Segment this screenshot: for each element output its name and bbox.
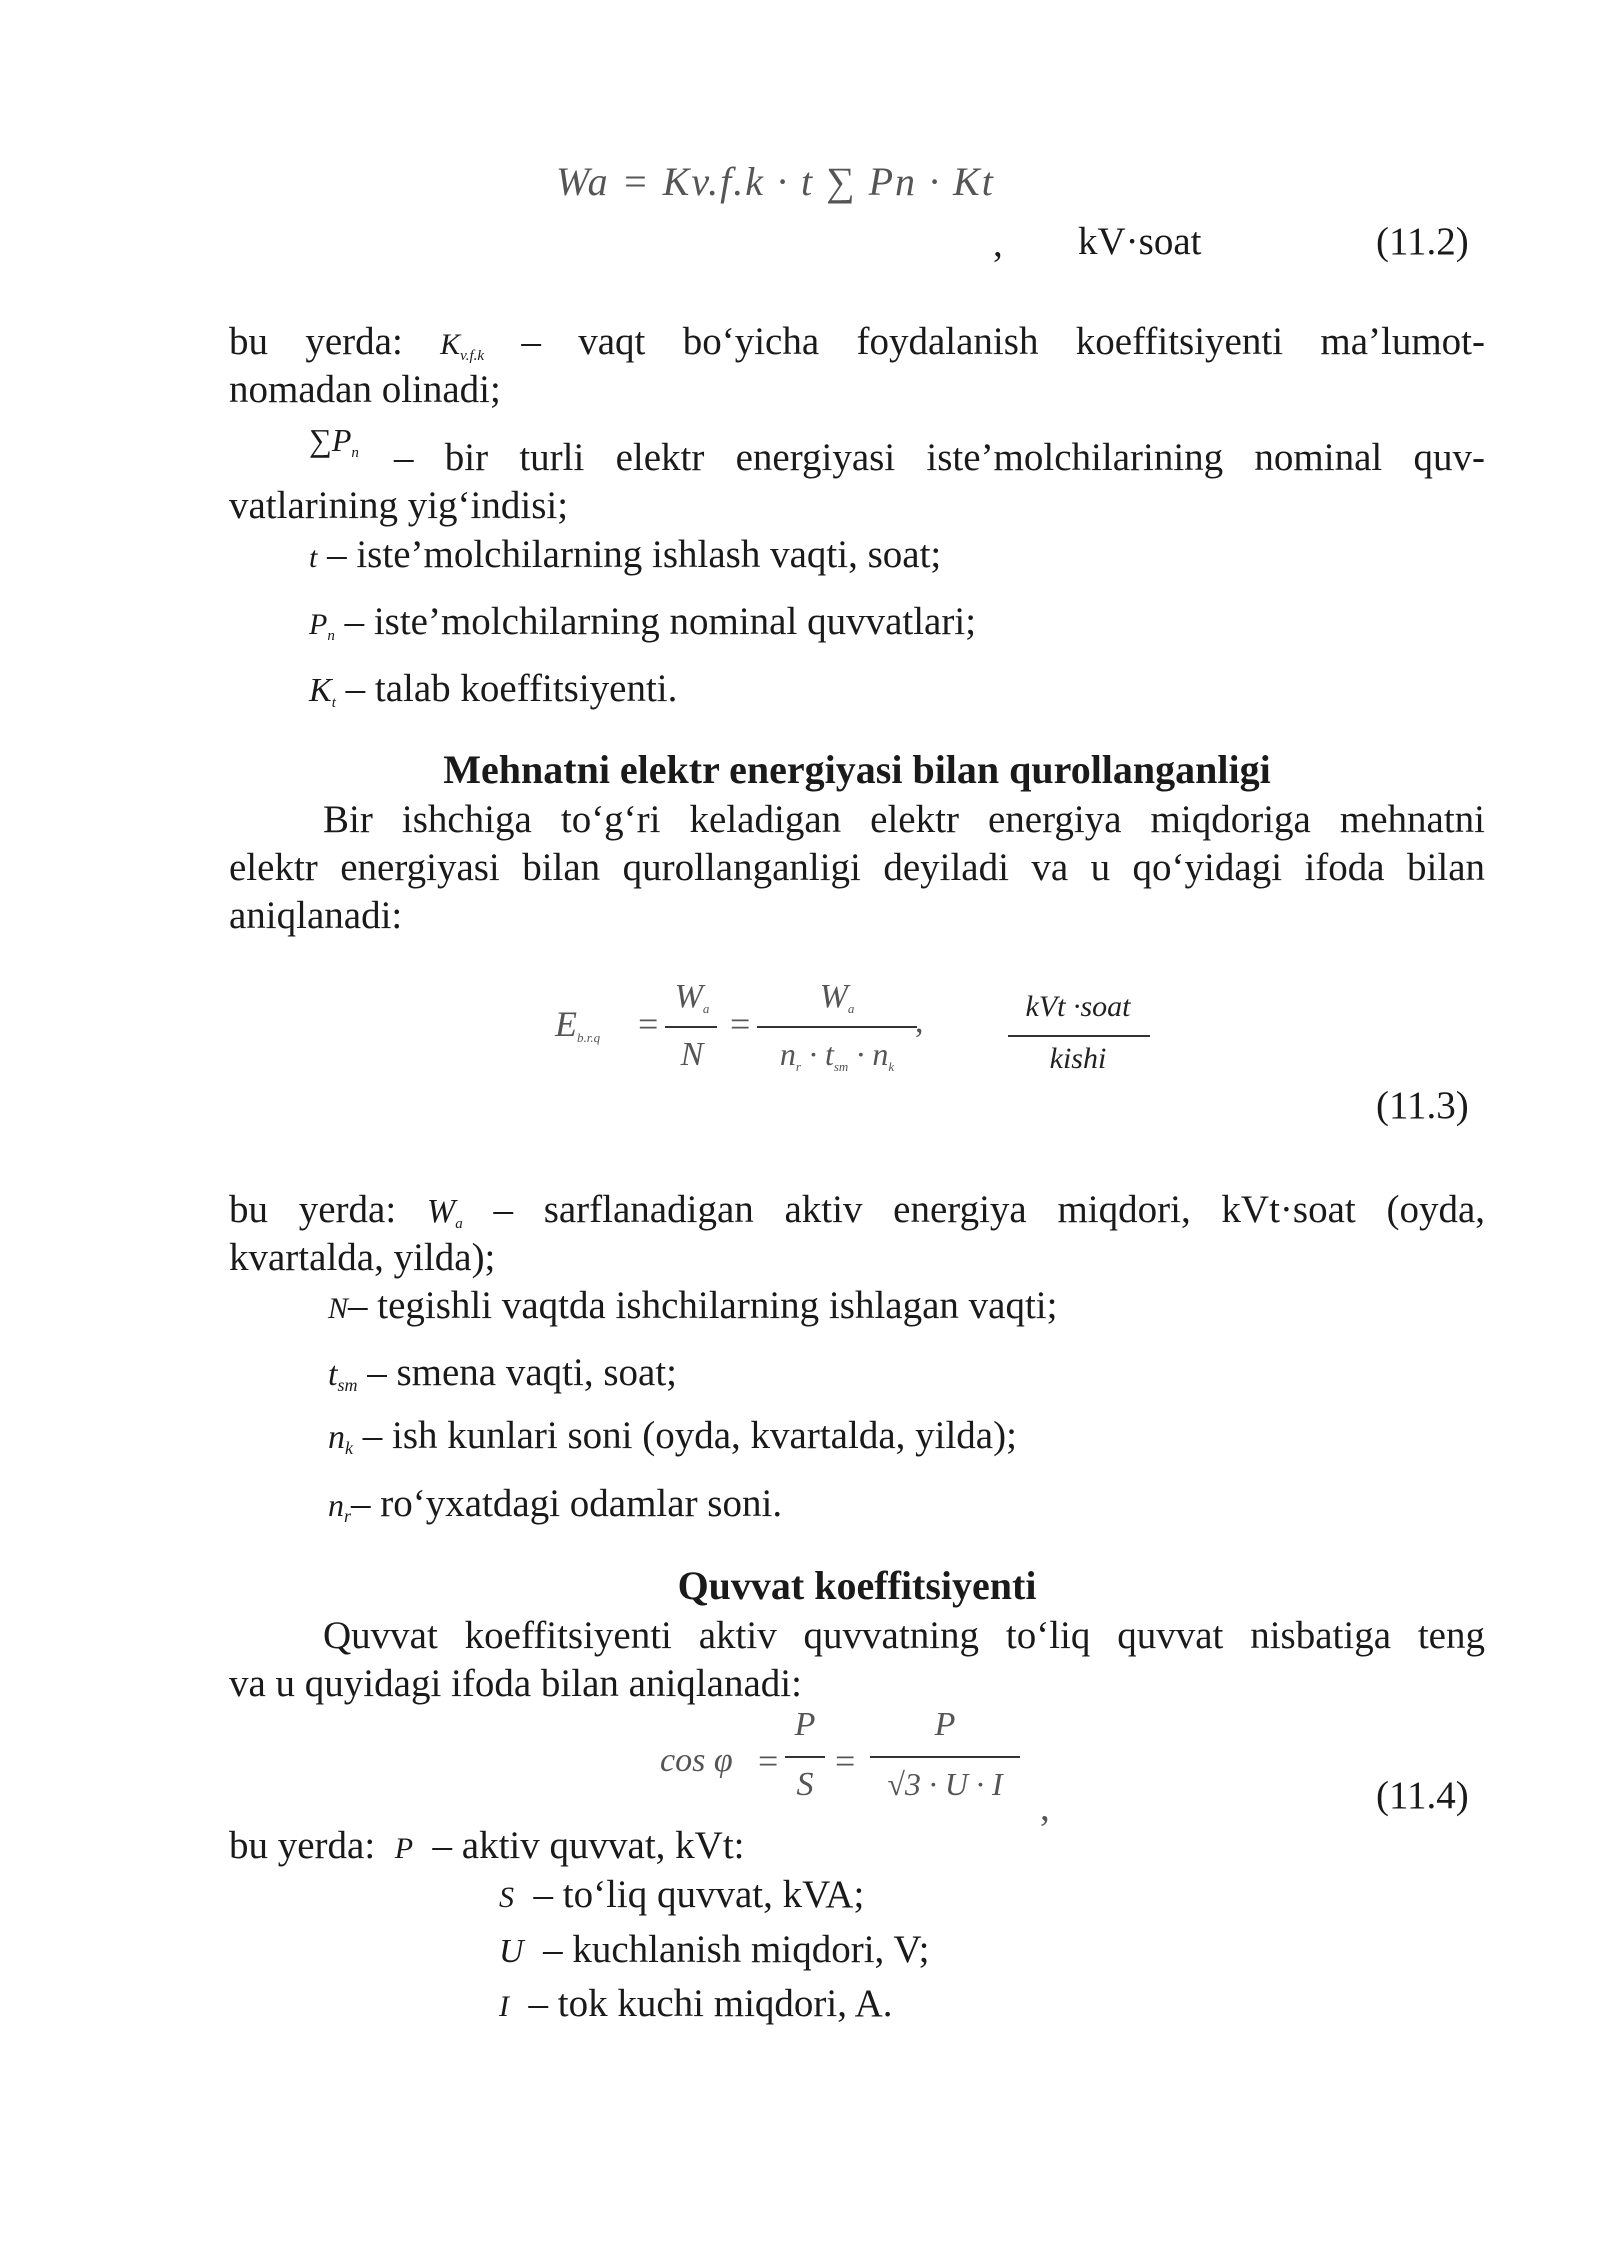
formula-11-4-comma: , <box>1040 1786 1050 1829</box>
definition-sum-pn: – bir turli elektr energiyasi iste’molchilarining nominal quv- <box>394 436 1485 479</box>
fraction-1-denominator: N <box>680 1036 704 1073</box>
unit-denominator: kishi <box>1049 1042 1107 1075</box>
unit-bar <box>1008 1035 1150 1037</box>
section-heading: Mehnatni elektr energiyasi bilan qurollanganligi <box>443 747 1271 792</box>
symbol-kvfk: $K_{v.f.k}$ <box>440 328 485 364</box>
equals-sign: = <box>758 1741 779 1781</box>
fraction-1-numerator: $W_a$ <box>674 978 710 1016</box>
formula-11-2-comma: , <box>993 222 1003 265</box>
fraction-2-bar <box>870 1756 1020 1758</box>
definition-text: – vaqt bo‘yicha foydalanish koeffitsiyenti ma’lumot- <box>521 320 1485 363</box>
paragraph-line: va u quyidagi ifoda bilan aniqlanadi: <box>229 1662 802 1705</box>
equals-sign: = <box>835 1741 856 1781</box>
definition-u: U – kuchlanish miqdori, V; <box>499 1928 930 1971</box>
formula-11-3-comma: , <box>915 1003 924 1040</box>
formula-11-3-number: (11.3) <box>1376 1084 1469 1127</box>
definition-pn: $P_n$ – iste’molchilarning nominal quvvatlari; <box>309 600 977 644</box>
fraction-1-bar <box>785 1756 825 1758</box>
fraction-1-numerator: P <box>794 1706 816 1743</box>
equals-sign: = <box>730 1004 751 1044</box>
formula-11-3-lhs: $E_{b.r.q}$ <box>555 1004 601 1045</box>
definition-s: S – to‘liq quvvat, kVA; <box>499 1873 865 1916</box>
symbol-wa: $W_a$ <box>426 1193 463 1232</box>
fraction-2-numerator: P <box>934 1706 956 1743</box>
formula-11-2-unit: kV·soat <box>1078 220 1202 263</box>
formula-11-2-expression: Wa = Kv.f.k · t ∑ Pn · Kt <box>556 159 995 204</box>
formula-11-4-lhs: cos φ <box>660 1742 733 1779</box>
fraction-1-denominator: S <box>796 1766 814 1803</box>
paragraph-line: Bir ishchiga to‘g‘ri keladigan elektr energiya miqdoriga mehnatni <box>323 798 1485 841</box>
definition-t: t – iste’molchilarning ishlash vaqti, soat; <box>309 533 942 576</box>
definition-text-cont: nomadan olinadi; <box>229 368 501 411</box>
definition-i: I – tok kuchi miqdori, A. <box>499 1982 893 2025</box>
formula-11-2-number: (11.2) <box>1376 220 1469 263</box>
definition-nk: $n_k$ – ish kunlari soni (oyda, kvartalda, yilda); <box>328 1414 1017 1458</box>
equals-sign: = <box>638 1004 659 1044</box>
definition-kt: $K_t$ – talab koeffitsiyenti. <box>309 667 678 711</box>
paragraph-line: elektr energiyasi bilan qurollanganligi deyiladi va u qo‘yidagi ifoda bilan <box>229 846 1485 889</box>
definition-wa: bu yerda: $W_a$ – sarflanadigan aktiv energiya miqdori, kVt·soat (oyda, <box>229 1188 1486 1232</box>
definition-nr: $n_r-$ ro‘yxatdagi odamlar soni. <box>328 1482 783 1526</box>
definition-text-cont: vatlarining yig‘indisi; <box>229 484 569 527</box>
unit-numerator: kVt ·soat <box>1025 990 1131 1023</box>
fraction-2-denominator: √3 · U · I <box>887 1766 1003 1802</box>
section-heading: Quvvat koeffitsiyenti <box>677 1563 1037 1608</box>
definition-text-cont: kvartalda, yilda); <box>229 1236 496 1279</box>
symbol-sum-pn: $\sum P_n$ <box>309 422 359 461</box>
fraction-1-bar <box>665 1026 717 1028</box>
fraction-2-bar <box>757 1026 917 1028</box>
definition-n: N– tegishli vaqtda ishchilarning ishlagan vaqti; <box>328 1284 1058 1327</box>
definition-intro: bu yerda: <box>229 320 403 363</box>
paragraph-line: Quvvat koeffitsiyenti aktiv quvvatning to‘liq quvvat nisbatiga teng <box>323 1614 1485 1657</box>
fraction-2-numerator: $W_a$ <box>819 978 855 1016</box>
paragraph-line: aniqlanadi: <box>229 894 403 937</box>
fraction-2-denominator: $n_r \cdot t_{sm} \cdot n_k$ <box>779 1036 895 1074</box>
formula-11-4-number: (11.4) <box>1376 1774 1469 1817</box>
definition-tsm: $t_{sm}$ – smena vaqti, soat; <box>328 1351 677 1395</box>
definition-p: bu yerda: P – aktiv quvvat, kVt: <box>229 1824 745 1867</box>
